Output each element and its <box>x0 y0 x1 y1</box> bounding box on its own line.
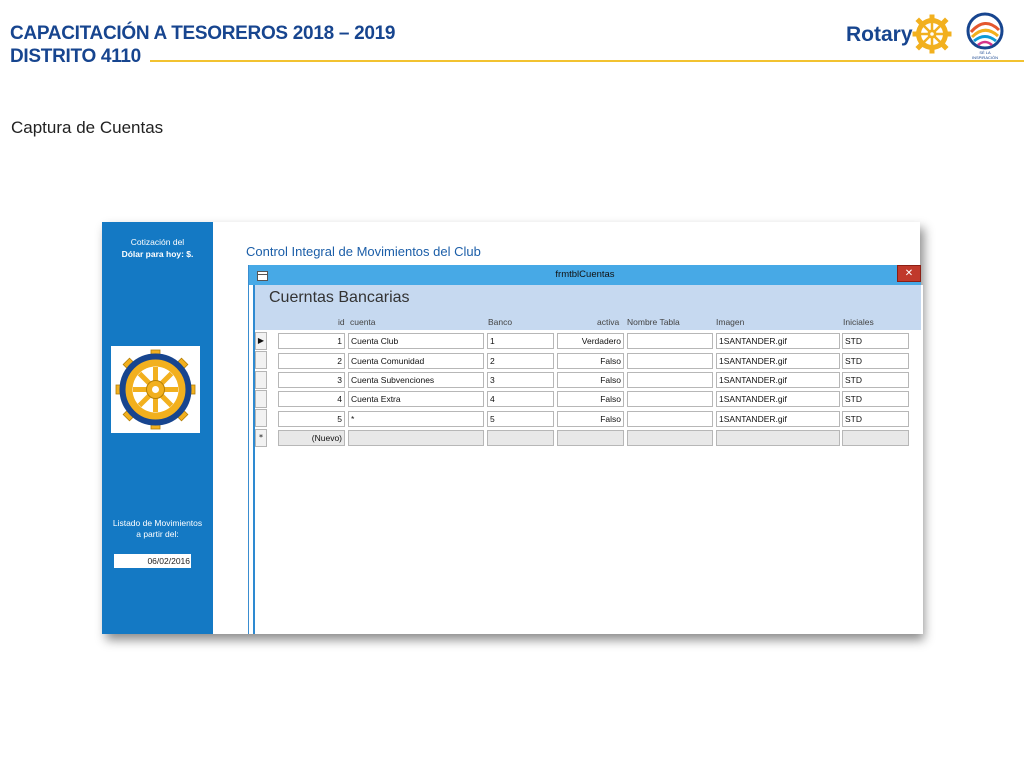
new-record-selector[interactable]: * <box>255 429 267 447</box>
side-panel <box>102 222 213 634</box>
new-record-iniciales[interactable] <box>842 430 909 446</box>
cell-imagen[interactable]: 1SANTANDER.gif <box>716 372 840 388</box>
record-selector[interactable] <box>255 371 267 389</box>
app-title: Control Integral de Movimientos del Club <box>246 244 481 259</box>
column-header-nombre-tabla: Nombre Tabla <box>627 317 680 327</box>
cell-id[interactable]: 5 <box>278 411 345 427</box>
cell-iniciales[interactable]: STD <box>842 333 909 349</box>
cell-nombre-tabla[interactable] <box>627 391 713 407</box>
cell-activa[interactable]: Falso <box>557 353 624 369</box>
cell-nombre-tabla[interactable] <box>627 353 713 369</box>
cell-activa[interactable]: Falso <box>557 411 624 427</box>
new-record-cuenta[interactable] <box>348 430 484 446</box>
column-header-cuenta: cuenta <box>350 317 376 327</box>
cell-imagen[interactable]: 1SANTANDER.gif <box>716 333 840 349</box>
cell-cuenta[interactable]: Cuenta Club <box>348 333 484 349</box>
cell-iniciales[interactable]: STD <box>842 372 909 388</box>
theme-logo-label: SÉ LA INSPIRACIÓN <box>971 50 998 60</box>
cell-cuenta[interactable]: Cuenta Comunidad <box>348 353 484 369</box>
cell-iniciales[interactable]: STD <box>842 353 909 369</box>
cell-iniciales[interactable]: STD <box>842 391 909 407</box>
new-record-id[interactable]: (Nuevo) <box>278 430 345 446</box>
theme-logo <box>966 12 1004 58</box>
column-header-activa: activa <box>597 317 620 327</box>
record-selector[interactable]: ▶ <box>255 332 267 350</box>
cell-id[interactable]: 4 <box>278 391 345 407</box>
column-header-imagen: Imagen <box>716 317 745 327</box>
movements-start-date-field[interactable]: 06/02/2016 <box>114 554 191 568</box>
cell-cuenta[interactable]: * <box>348 411 484 427</box>
cell-activa[interactable]: Falso <box>557 372 624 388</box>
cell-banco[interactable]: 1 <box>487 333 554 349</box>
theme-swirl-icon <box>966 12 1004 50</box>
form-header <box>255 285 921 330</box>
cell-activa[interactable]: Falso <box>557 391 624 407</box>
movements-from-label: Listado de Movimientos a partir del: <box>112 518 203 539</box>
title-divider <box>150 60 1024 62</box>
cell-activa[interactable]: Verdadero <box>557 333 624 349</box>
cell-id[interactable]: 2 <box>278 353 345 369</box>
form-caption: frmtblCuentas <box>555 269 615 280</box>
form-body <box>253 285 923 634</box>
form-heading: Cuerntas Bancarias <box>269 289 410 306</box>
new-record-banco[interactable] <box>487 430 554 446</box>
cell-nombre-tabla[interactable] <box>627 333 713 349</box>
record-selector[interactable] <box>255 351 267 369</box>
cell-banco[interactable]: 4 <box>487 391 554 407</box>
exchange-rate-line1: Cotización del <box>130 237 185 247</box>
cell-imagen[interactable]: 1SANTANDER.gif <box>716 411 840 427</box>
exchange-rate-label <box>102 236 213 260</box>
column-header-iniciales: Iniciales <box>843 317 874 327</box>
cell-iniciales[interactable]: STD <box>842 411 909 427</box>
cell-nombre-tabla[interactable] <box>627 372 713 388</box>
cell-nombre-tabla[interactable] <box>627 411 713 427</box>
rotary-logo <box>846 14 954 56</box>
slide-title-line2: DISTRITO 4110 <box>10 46 141 67</box>
cell-cuenta[interactable]: Cuenta Subvenciones <box>348 372 484 388</box>
cell-banco[interactable]: 3 <box>487 372 554 388</box>
new-record-imagen[interactable] <box>716 430 840 446</box>
cell-id[interactable]: 1 <box>278 333 345 349</box>
close-button[interactable]: ✕ <box>897 265 921 282</box>
cell-id[interactable]: 3 <box>278 372 345 388</box>
section-heading: Captura de Cuentas <box>11 118 164 137</box>
rotary-wheel-icon <box>912 14 952 54</box>
slide-title-line1: CAPACITACIÓN A TESOREROS 2018 – 2019 <box>10 23 396 44</box>
cell-imagen[interactable]: 1SANTANDER.gif <box>716 353 840 369</box>
exchange-rate-line2: Dólar para hoy: $. <box>121 249 194 259</box>
rotary-emblem <box>111 346 200 433</box>
cell-banco[interactable]: 5 <box>487 411 554 427</box>
rotary-international-emblem-icon <box>113 348 198 431</box>
record-selector[interactable] <box>255 409 267 427</box>
column-header-id: id <box>338 317 345 327</box>
form-window <box>248 265 921 634</box>
new-record-nombre-tabla[interactable] <box>627 430 713 446</box>
cell-banco[interactable]: 2 <box>487 353 554 369</box>
cell-imagen[interactable]: 1SANTANDER.gif <box>716 391 840 407</box>
cell-cuenta[interactable]: Cuenta Extra <box>348 391 484 407</box>
rotary-wordmark: Rotary <box>846 23 913 46</box>
app-screenshot <box>102 222 920 634</box>
form-titlebar <box>249 265 921 285</box>
new-record-activa[interactable] <box>557 430 624 446</box>
column-header-banco: Banco <box>488 317 513 327</box>
record-selector[interactable] <box>255 390 267 408</box>
